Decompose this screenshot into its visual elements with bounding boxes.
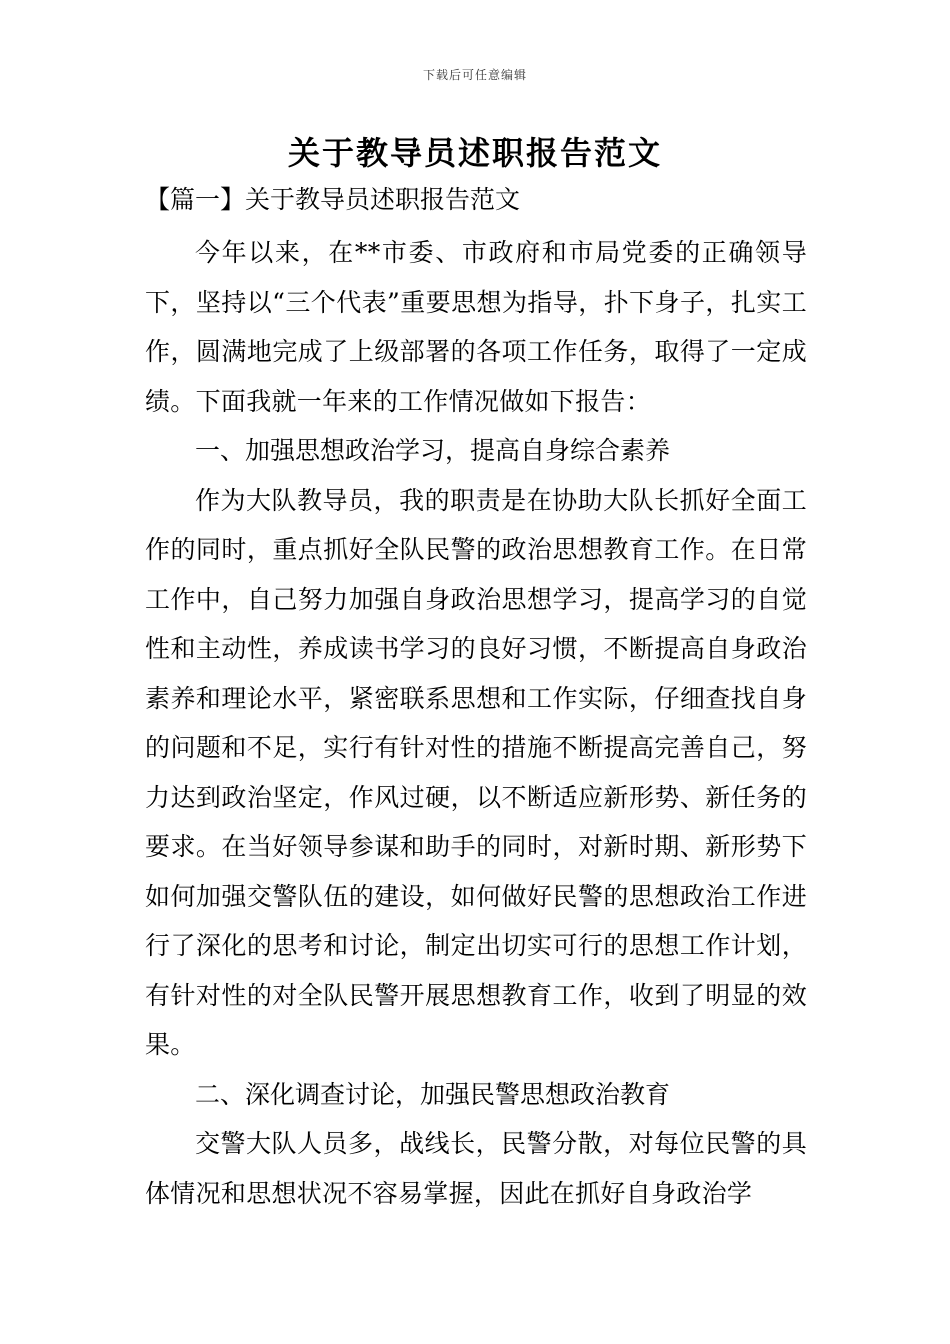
paragraph-section-2: 交警大队人员多，战线长，民警分散，对每位民警的具体情况和思想状况不容易掌握，因此在抓好自身政治学: [145, 1129, 807, 1208]
paragraph-intro: 今年以来，在**市委、市政府和市局党委的正确领导下，坚持以“三个代表”重要思想为指导，扑下身子，扎实工作，圆满地完成了上级部署的各项工作任务，取得了一定成绩。下面我就一年来的工作情况做如下报告：: [145, 238, 807, 416]
paragraph-section-1: 作为大队教导员，我的职责是在协助大队长抓好全面工作的同时，重点抓好全队民警的政治思想教育工作。在日常工作中，自己努力加强自身政治思想学习，提高学习的自觉性和主动性，养成读书学习的良好习惯，不断提高自身政治素养和理论水平，紧密联系思想和工作实际，仔细查找自身的问题和不足，实行有针对性的措施不断提高完善自己，努力达到政治坚定，作风过硬，以不断适应新形势、新任务的要求。在当好领导参谋和助手的同时，对新时期、新形势下如何加强交警队伍的建设，如何做好民警的思想政治工作进行了深化的思考和讨论，制定出切实可行的思想工作计划，有针对性的对全队民警开展思想教育工作，收到了明显的效果。: [145, 485, 807, 1059]
header-note: 下载后可任意编辑: [422, 68, 527, 82]
heading-section-1: 一、加强思想政治学习，提高自身综合素养: [195, 436, 671, 465]
document-title: 关于教导员述职报告范文: [287, 134, 662, 172]
section-tag: 【篇一】关于教导员述职报告范文: [145, 185, 521, 214]
heading-section-2: 二、深化调查讨论，加强民警思想政治教育: [195, 1079, 671, 1109]
document-body: [145, 180, 807, 1218]
